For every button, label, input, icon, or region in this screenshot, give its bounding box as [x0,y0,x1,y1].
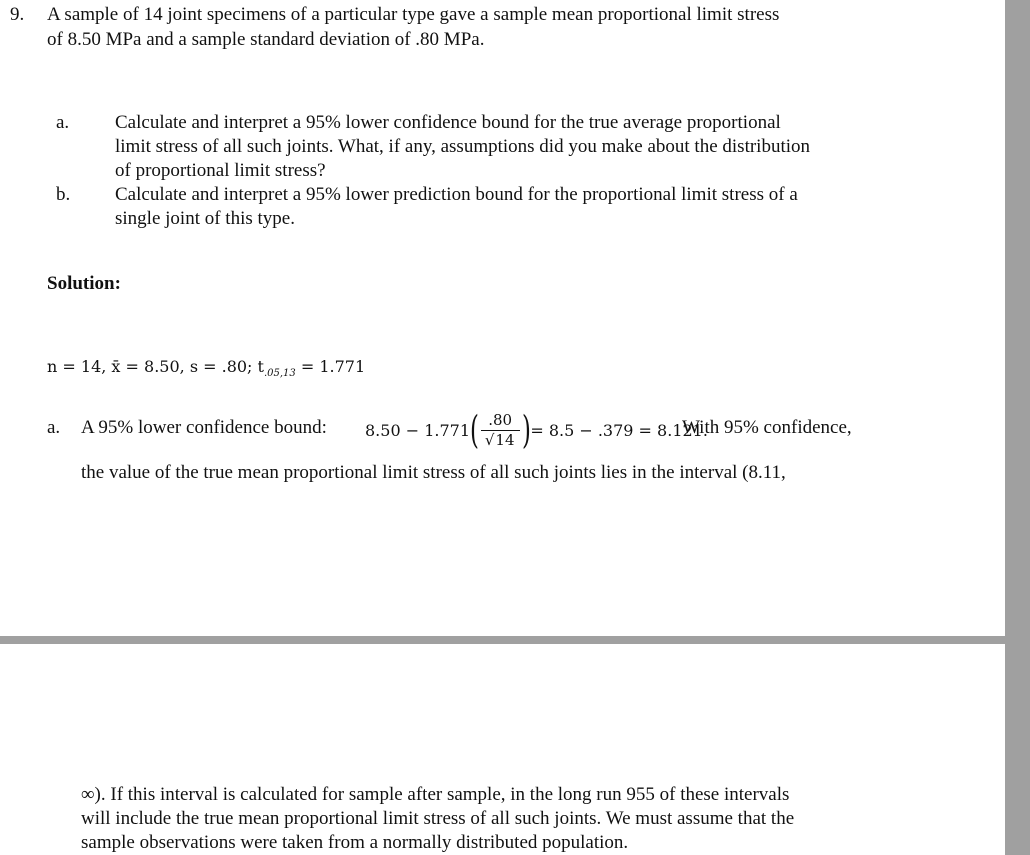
radicand: 14 [495,430,515,449]
solution-heading: Solution: [47,273,121,294]
part-b-line: single joint of this type. [115,208,295,229]
formula-lead: 8.50 − 1.771 [365,420,471,440]
problem-number: 9. [10,4,25,25]
continuation-line: sample observations were taken from a normally distributed population. [81,832,629,853]
continuation-line: ∞). If this interval is calculated for sample after sample, in the long run 955 of these intervals [81,784,790,805]
solution-part-a-tail: With 95% confidence, [682,417,852,438]
left-paren: ( [469,408,479,452]
solution-part-a-label: a. [47,417,61,438]
part-b-line: Calculate and interpret a 95% lower prediction bound for the proportional limit stress of a [115,184,798,205]
given-prefix: n = 14, x̄ = 8.50, s = .80; t [47,357,264,376]
solution-part-a-intro: A 95% lower confidence bound: [81,417,327,438]
confidence-bound-formula [365,404,708,456]
continuation-line: will include the true mean proportional limit stress of all such joints. We must assume that the [81,808,795,829]
problem-statement-line: of 8.50 MPa and a sample standard deviation of .80 MPa. [47,29,485,50]
given-subscript: .05,13 [263,368,296,379]
part-a-label: a. [56,112,70,133]
fraction [481,411,520,450]
part-a-line: limit stress of all such joints. What, if any, assumptions did you make about the distribution [115,136,811,157]
problem-statement-line: A sample of 14 joint specimens of a particular type gave a sample mean proportional limit stress [47,4,780,25]
fraction-numerator: .80 [488,410,513,429]
part-b-label: b. [56,184,71,205]
given-suffix: = 1.771 [295,357,366,376]
page-break-divider [0,636,1005,644]
formula-result: = 8.5 − .379 = 8.121. [530,420,708,440]
right-paren: ) [521,408,531,452]
solution-part-a-line: the value of the true mean proportional limit stress of all such joints lies in the interval (8.11, [81,462,786,483]
given-values [47,355,365,386]
radical-sign-icon: √ [484,430,495,449]
viewer-right-gutter [1005,0,1030,855]
part-a-line: of proportional limit stress? [115,160,326,181]
fraction-denominator [481,430,520,450]
part-a-line: Calculate and interpret a 95% lower confidence bound for the true average proportional [115,112,781,133]
square-root [485,431,516,450]
